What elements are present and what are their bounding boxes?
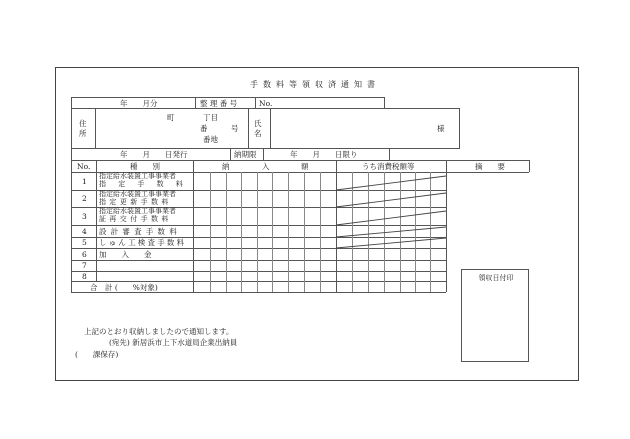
row-number: 1 bbox=[82, 177, 87, 186]
name-honorific: 様 bbox=[437, 124, 445, 133]
row-label: 加 入 金 bbox=[99, 250, 152, 259]
notice-text: 上記のとおり収納しましたので通知します。 bbox=[84, 327, 234, 336]
name-label-top: 氏 bbox=[254, 119, 262, 128]
row-label-line1: 指定給水装置工事事業者 bbox=[99, 190, 176, 198]
row-number: 2 bbox=[82, 194, 87, 203]
address-go: 号 bbox=[231, 124, 239, 133]
row-number: 8 bbox=[82, 272, 87, 281]
address-label-bottom: 所 bbox=[79, 129, 87, 138]
row-label-line2: 証再交付手数料 bbox=[99, 215, 172, 223]
address-machi: 町 bbox=[167, 113, 175, 122]
due-label: 納期限 bbox=[234, 150, 257, 159]
total-label: 合 計 ( %対象) bbox=[90, 283, 158, 292]
number-label: No. bbox=[259, 98, 273, 108]
row-number: 7 bbox=[82, 261, 87, 270]
name-label-bottom: 名 bbox=[254, 129, 262, 138]
col-header-nyu: 入 bbox=[262, 162, 270, 171]
address-ban: 番 bbox=[200, 124, 208, 133]
row-label-line2: 指定更新手数料 bbox=[99, 198, 172, 206]
row-number: 3 bbox=[82, 212, 87, 221]
recipient-text: (宛先) 新居浜市上下水道局企業出納員 bbox=[109, 338, 238, 347]
row-label-line2: 指 定 手 数 料 bbox=[99, 180, 186, 188]
receipt-stamp-label: 領収日付印 bbox=[478, 274, 514, 282]
col-header-no: No. bbox=[77, 162, 91, 171]
row-number: 6 bbox=[82, 250, 87, 259]
year-month-field: 年 月分 bbox=[120, 98, 158, 108]
col-header-remarks: 摘 要 bbox=[475, 162, 505, 171]
address-banchi: 番地 bbox=[203, 135, 218, 144]
row-number: 5 bbox=[82, 238, 87, 247]
receipt-stamp-box bbox=[461, 269, 529, 362]
col-header-tax: うち消費税額等 bbox=[362, 162, 415, 171]
copy-retention-text: ( 課保存) bbox=[75, 350, 119, 359]
col-header-nou: 納 bbox=[222, 162, 230, 171]
seiri-number-label: 整 理 番 号 bbox=[200, 98, 238, 108]
form-title: 手数料等領収済通知書 bbox=[250, 80, 380, 89]
address-label-top: 住 bbox=[79, 119, 87, 128]
row-label-line1: 指定給水装置工事事業者 bbox=[99, 172, 176, 180]
issue-date: 年 月 日発行 bbox=[120, 150, 188, 159]
col-header-kind: 種 別 bbox=[130, 162, 160, 171]
due-date: 年 月 日限り bbox=[290, 150, 358, 159]
row-number: 4 bbox=[82, 227, 87, 236]
address-chome: 丁目 bbox=[203, 113, 218, 122]
row-label-line1: 指定給水装置工事事業者 bbox=[99, 207, 176, 215]
row-label: 設計審査手数料 bbox=[99, 227, 181, 236]
col-header-gaku: 額 bbox=[301, 162, 309, 171]
row-label: しゅん工検査手数料 bbox=[99, 238, 187, 247]
